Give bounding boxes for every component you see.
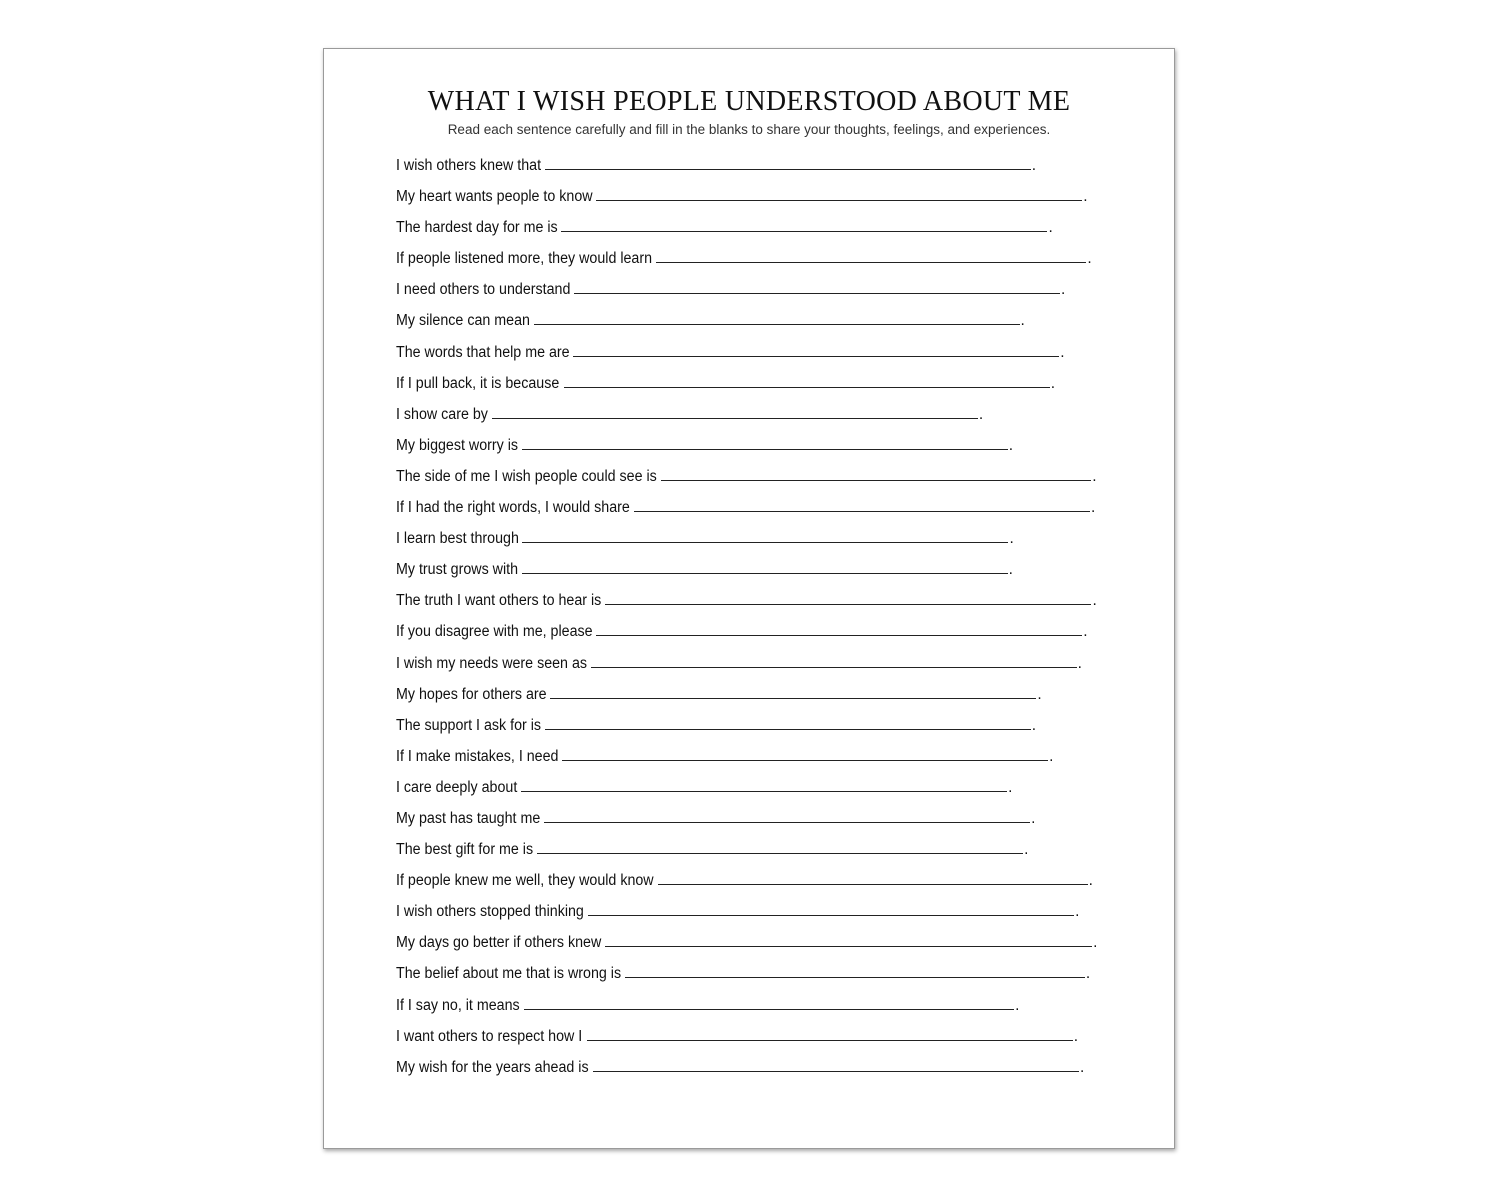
sentence-period: . — [1079, 1058, 1085, 1076]
prompt-line — [396, 344, 1116, 375]
prompt-line — [396, 281, 1116, 312]
sentence-period: . — [1037, 685, 1042, 703]
prompt-line — [396, 623, 1116, 654]
answer-blank[interactable] — [661, 468, 1091, 481]
sentence-period: . — [1031, 716, 1037, 734]
prompt-line — [396, 530, 1116, 561]
sentence-period: . — [1060, 343, 1065, 361]
prompt-line — [396, 903, 1116, 934]
answer-blank[interactable] — [545, 157, 1031, 170]
prompt-text: The words that help me are — [396, 343, 570, 361]
sentence-period: . — [1049, 747, 1054, 765]
prompt-text: I care deeply about — [396, 778, 518, 796]
prompt-line — [396, 748, 1116, 779]
prompt-line — [396, 468, 1116, 499]
prompt-line — [396, 1059, 1116, 1090]
prompt-line — [396, 655, 1116, 686]
prompt-line — [396, 406, 1116, 437]
prompt-line — [396, 779, 1116, 810]
answer-blank[interactable] — [524, 997, 1014, 1010]
sentence-period: . — [1048, 219, 1053, 237]
sentence-period: . — [1015, 996, 1020, 1014]
prompt-text: I show care by — [396, 405, 488, 423]
sentence-period: . — [1008, 436, 1014, 454]
sentence-period: . — [1008, 778, 1013, 796]
worksheet-page — [323, 48, 1175, 1149]
sentence-period: . — [1083, 623, 1088, 641]
sentence-period: . — [1085, 965, 1091, 983]
prompt-line — [396, 499, 1116, 530]
answer-blank[interactable] — [588, 903, 1074, 916]
prompt-text: The side of me I wish people could see is — [396, 467, 657, 485]
answer-blank[interactable] — [596, 623, 1082, 636]
prompt-text: If people listened more, they would learn — [396, 250, 653, 268]
answer-blank[interactable] — [534, 312, 1020, 325]
answer-blank[interactable] — [593, 1059, 1079, 1072]
prompt-line — [396, 717, 1116, 748]
sentence-period: . — [1031, 809, 1036, 827]
sentence-period: . — [1008, 561, 1013, 579]
sentence-period: . — [1092, 467, 1097, 485]
prompt-line — [396, 997, 1116, 1028]
answer-blank[interactable] — [562, 748, 1048, 761]
sentence-period: . — [1075, 903, 1080, 921]
answer-blank[interactable] — [658, 872, 1088, 885]
answer-blank[interactable] — [591, 655, 1077, 668]
prompt-line — [396, 934, 1116, 965]
prompt-text: I wish my needs were seen as — [396, 654, 588, 672]
sentence-period: . — [1091, 499, 1096, 517]
prompt-text: The best gift for me is — [396, 841, 534, 859]
sentence-period: . — [1050, 374, 1056, 392]
sentence-period: . — [1077, 654, 1082, 672]
prompt-text: My past has taught me — [396, 809, 541, 827]
prompt-line — [396, 841, 1116, 872]
prompt-text: If I had the right words, I would share — [396, 499, 630, 517]
answer-blank[interactable] — [605, 934, 1092, 947]
answer-blank[interactable] — [544, 810, 1030, 823]
prompt-text: I want others to respect how I — [396, 1027, 583, 1045]
prompt-text: If I make mistakes, I need — [396, 747, 559, 765]
sentence-period: . — [1009, 530, 1014, 548]
prompt-line — [396, 219, 1116, 250]
sentence-period: . — [1024, 841, 1029, 859]
answer-blank[interactable] — [522, 561, 1008, 574]
prompt-text: I wish others knew that — [396, 157, 542, 174]
answer-blank[interactable] — [634, 499, 1090, 512]
prompt-line — [396, 312, 1116, 343]
prompt-text: My biggest worry is — [396, 436, 519, 454]
prompt-line — [396, 437, 1116, 468]
prompt-line — [396, 188, 1116, 219]
answer-blank[interactable] — [564, 375, 1050, 388]
answer-blank[interactable] — [537, 841, 1023, 854]
answer-blank[interactable] — [587, 1028, 1073, 1041]
prompt-text: If I say no, it means — [396, 996, 520, 1014]
answer-blank[interactable] — [522, 437, 1008, 450]
prompt-line — [396, 686, 1116, 717]
prompt-text: If you disagree with me, please — [396, 623, 593, 641]
worksheet-title: WHAT I WISH PEOPLE UNDERSTOOD ABOUT ME — [427, 86, 1071, 117]
answer-blank[interactable] — [561, 219, 1047, 232]
answer-blank[interactable] — [573, 344, 1059, 357]
sentence-period: . — [978, 405, 984, 423]
prompt-line — [396, 157, 1116, 188]
worksheet-instructions: Read each sentence carefully and fill in the blanks to share your thoughts, feelings, and experiences. — [447, 122, 1051, 137]
answer-blank[interactable] — [605, 592, 1091, 605]
prompt-text: My days go better if others knew — [396, 934, 602, 952]
answer-blank[interactable] — [545, 717, 1031, 730]
prompt-text: If people knew me well, they would know — [396, 872, 654, 890]
prompt-text: My heart wants people to know — [396, 188, 593, 206]
sentence-period: . — [1092, 592, 1097, 610]
answer-blank[interactable] — [596, 188, 1082, 201]
prompt-text: The hardest day for me is — [396, 219, 558, 237]
sentence-period: . — [1083, 188, 1088, 206]
sentence-period: . — [1031, 157, 1037, 174]
prompt-text: I need others to understand — [396, 281, 571, 299]
prompt-line — [396, 1028, 1116, 1059]
answer-blank[interactable] — [625, 965, 1085, 978]
prompt-text: The support I ask for is — [396, 716, 542, 734]
prompt-text: My trust grows with — [396, 561, 519, 579]
answer-blank[interactable] — [550, 686, 1036, 699]
sentence-period: . — [1061, 281, 1066, 299]
prompt-line — [396, 250, 1116, 281]
answer-blank[interactable] — [522, 530, 1008, 543]
answer-blank[interactable] — [656, 250, 1086, 263]
prompt-text: I wish others stopped thinking — [396, 903, 584, 921]
prompt-line — [396, 561, 1116, 592]
sentence-period: . — [1073, 1027, 1079, 1045]
prompt-text: If I pull back, it is because — [396, 374, 560, 392]
prompt-line — [396, 592, 1116, 623]
sentence-period: . — [1093, 934, 1098, 952]
prompt-text: My wish for the years ahead is — [396, 1058, 589, 1076]
prompt-line — [396, 965, 1116, 996]
prompt-text: The truth I want others to hear is — [396, 592, 602, 610]
prompt-text: My silence can mean — [396, 312, 530, 330]
answer-blank[interactable] — [521, 779, 1007, 792]
prompt-text: I learn best through — [396, 530, 519, 548]
prompt-list — [396, 157, 1116, 1090]
prompt-text: My hopes for others are — [396, 685, 547, 703]
answer-blank[interactable] — [574, 281, 1060, 294]
sentence-period: . — [1088, 872, 1093, 890]
prompt-text: The belief about me that is wrong is — [396, 965, 622, 983]
answer-blank[interactable] — [492, 406, 978, 419]
prompt-line — [396, 872, 1116, 903]
sentence-period: . — [1020, 312, 1025, 330]
prompt-line — [396, 375, 1116, 406]
prompt-line — [396, 810, 1116, 841]
sentence-period: . — [1087, 250, 1092, 268]
